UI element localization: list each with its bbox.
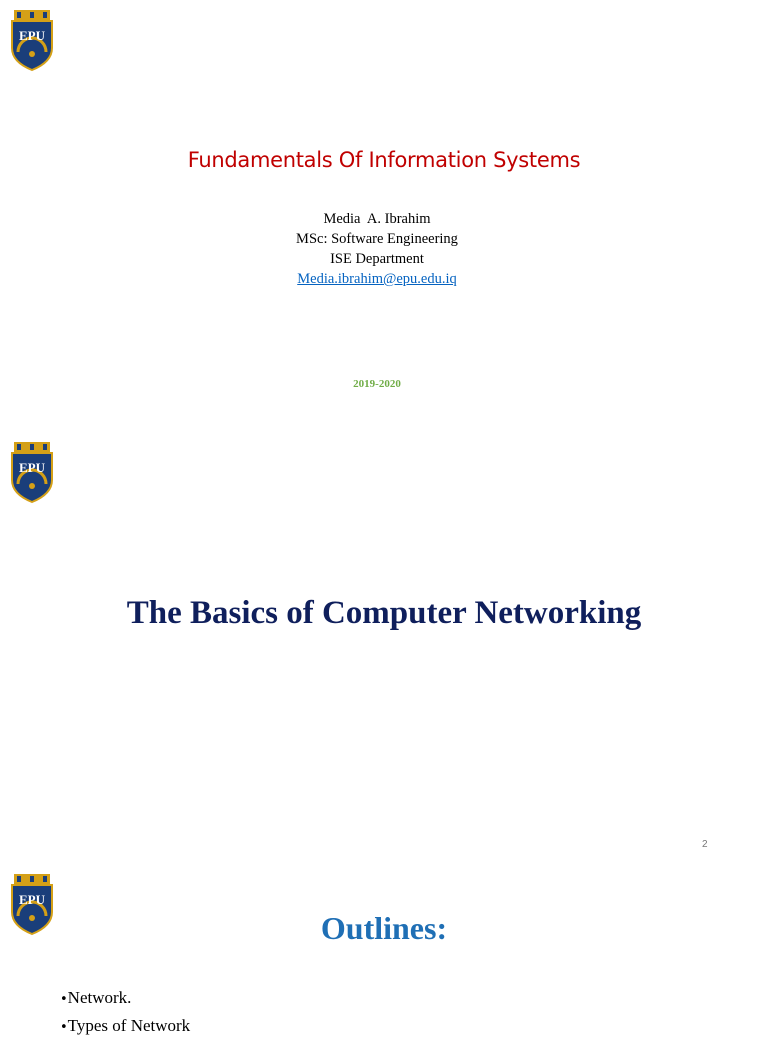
list-item-text: Types of Network xyxy=(67,1016,191,1035)
author-email-link[interactable]: Media.ibrahim@epu.edu.iq xyxy=(297,271,457,287)
epu-shield-icon xyxy=(9,440,55,504)
outline-list xyxy=(60,985,190,1041)
list-item xyxy=(60,985,190,1013)
academic-year: 2019-2020 xyxy=(353,378,401,390)
section-title: The Basics of Computer Networking xyxy=(126,595,642,631)
author-degree: MSc: Software Engineering xyxy=(296,231,458,247)
svg-text:EPU: EPU xyxy=(19,892,45,907)
bullet-icon: • xyxy=(60,1020,68,1035)
page-number: 2 xyxy=(702,839,708,850)
epu-logo xyxy=(9,8,55,72)
list-item xyxy=(60,1013,190,1041)
author-department: ISE Department xyxy=(330,251,424,267)
epu-logo xyxy=(9,440,55,504)
bullet-icon: • xyxy=(60,992,68,1007)
epu-shield-icon xyxy=(9,8,55,72)
slide-2 xyxy=(0,432,768,864)
author-block xyxy=(0,209,754,289)
slide-1 xyxy=(0,0,768,432)
list-item-text: Network. xyxy=(67,988,132,1007)
svg-text:EPU: EPU xyxy=(19,28,45,43)
outlines-title: Outlines: xyxy=(320,910,448,946)
author-name: Media A. Ibrahim xyxy=(323,211,431,227)
slide-3 xyxy=(0,864,768,1035)
presentation-title: Fundamentals Of Information Systems xyxy=(187,148,581,172)
svg-text:EPU: EPU xyxy=(19,460,45,475)
